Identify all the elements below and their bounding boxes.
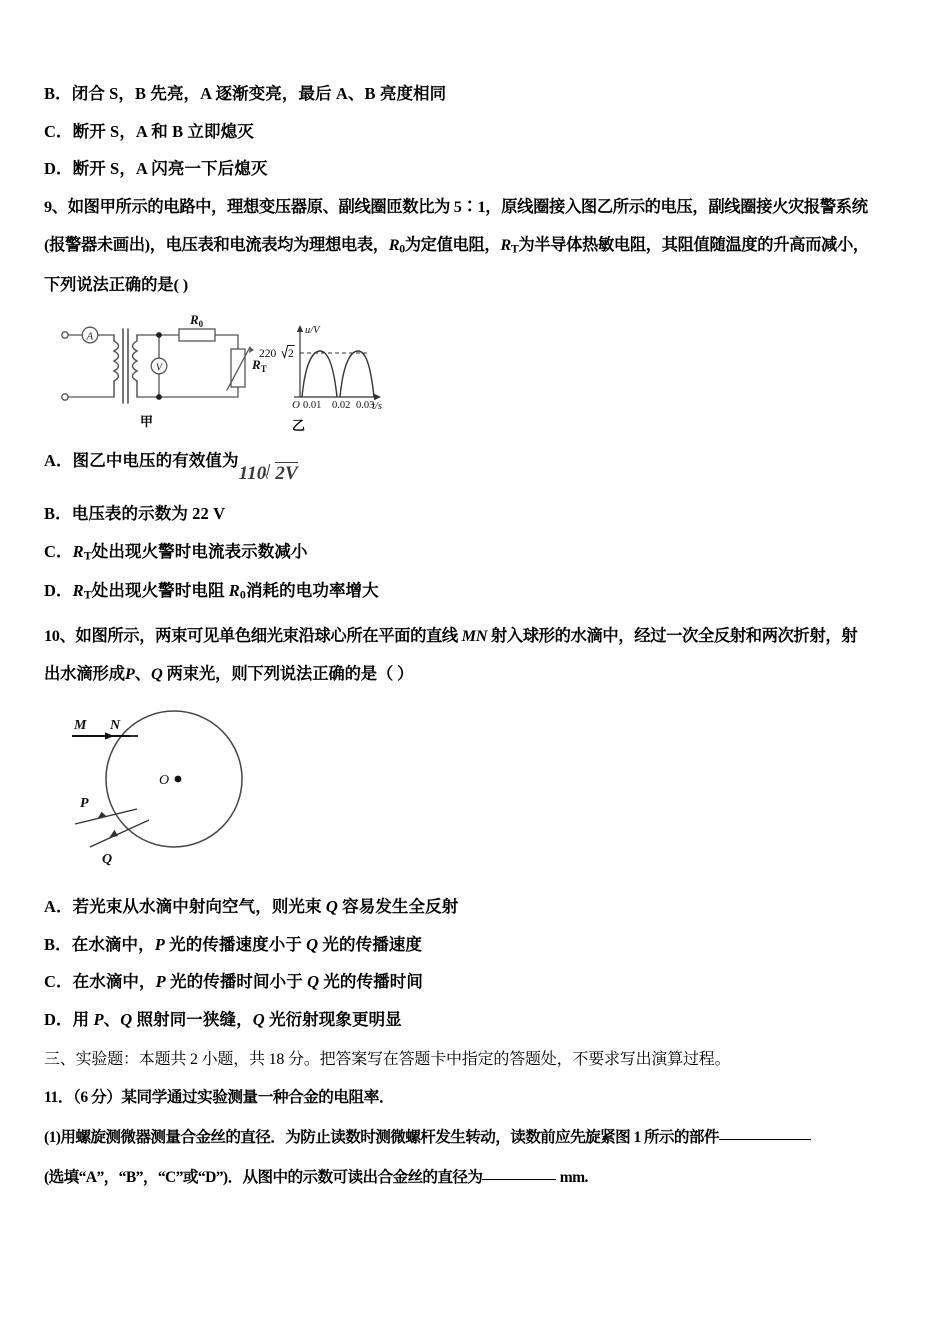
ammeter-label: A bbox=[86, 331, 94, 343]
water-droplet-svg bbox=[52, 704, 282, 879]
option-row bbox=[44, 86, 920, 103]
label-m: M bbox=[74, 718, 87, 734]
option-text: 用 bbox=[72, 1009, 94, 1029]
option-text: 消耗的电功率增大 bbox=[245, 581, 379, 601]
option-text: 光的传播时间 bbox=[319, 972, 423, 992]
symbol-q: Q bbox=[306, 934, 319, 954]
symbol-q: Q bbox=[307, 972, 320, 992]
option-row bbox=[44, 1009, 920, 1029]
question-9-stem-line-1: 9、如图甲所示的电路中，理想变压器原、副线圈匝数比为 5∶1，原线圈接入图乙所示的电压，副线圈接火灾报警系统 bbox=[44, 196, 868, 216]
stem-text: 两束光，则下列说法正确的是（ ） bbox=[162, 664, 414, 684]
symbol-rt-subscript: T bbox=[83, 548, 92, 563]
peak-value-radical bbox=[282, 346, 295, 361]
option-label: C． bbox=[44, 972, 73, 992]
formula-coefficient: 110 bbox=[238, 463, 267, 485]
option-text: 光的传播时间小于 bbox=[165, 972, 308, 992]
option-label: C． bbox=[44, 121, 73, 141]
symbol-rt: R bbox=[500, 234, 511, 254]
stem-text: 10、如图所示，两束可见单色细光束沿球心所在平面的直线 bbox=[44, 625, 462, 645]
option-row bbox=[44, 974, 920, 991]
incident-ray-arrowhead bbox=[105, 733, 114, 740]
option-text: 断开 S，A 和 B 立即熄灭 bbox=[72, 121, 254, 141]
option-label: B． bbox=[44, 84, 72, 103]
voltmeter-label: V bbox=[155, 362, 163, 374]
option-text: 图乙中电压的有效值为 bbox=[72, 451, 239, 471]
question-9-stem-line-3: 下列说法正确的是( ) bbox=[44, 275, 189, 295]
question-9-figure bbox=[56, 315, 386, 434]
symbol-rt: R bbox=[72, 581, 84, 601]
question-11-part-1-line-2 bbox=[44, 1170, 920, 1186]
symbol-p: P bbox=[93, 1009, 104, 1029]
stem-text: 、 bbox=[134, 664, 151, 684]
stem-text: (1)用螺旋测微器测量合金丝的直径．为防止读数时测微螺杆发生转动，读数前应先旋紧图 1 所示的部件 bbox=[44, 1129, 719, 1147]
x-axis-arrowhead bbox=[374, 394, 381, 400]
x-tick-003: 0.03 bbox=[356, 400, 375, 412]
effective-voltage-formula bbox=[239, 462, 298, 483]
option-row bbox=[44, 121, 920, 141]
symbol-q: Q bbox=[120, 1009, 133, 1029]
option-label: D． bbox=[44, 1009, 73, 1029]
symbol-rt: R bbox=[72, 541, 84, 561]
option-row bbox=[44, 934, 920, 954]
junction-dot bbox=[156, 395, 162, 401]
question-9-stem-line-2 bbox=[44, 234, 920, 256]
symbol-r0-subscript: 0 bbox=[239, 588, 246, 602]
waveform-hump-1 bbox=[302, 351, 337, 397]
thermistor-rt-label: $R_T$ bbox=[252, 357, 267, 375]
origin-label: O bbox=[292, 399, 300, 412]
ray-q-arrowhead bbox=[109, 830, 118, 838]
option-row bbox=[44, 161, 920, 178]
option-text: 断开 S，A 闪亮一下后熄灭 bbox=[72, 159, 268, 178]
option-text: 光的传播速度 bbox=[318, 934, 423, 954]
option-label: B． bbox=[44, 504, 72, 524]
section-3-heading: 三、实验题：本题共 2 小题，共 18 分。把答案写在答题卡中指定的答题处，不要求写出演算过程。 bbox=[44, 1051, 731, 1069]
question-10-stem-line-1 bbox=[44, 625, 920, 645]
stem-text: (报警器未画出)，电压表和电流表均为理想电表， bbox=[44, 234, 389, 254]
x-tick-002: 0.02 bbox=[332, 400, 351, 412]
figure-label-yi: 乙 bbox=[292, 418, 306, 434]
center-point bbox=[175, 776, 182, 783]
resistor-r0-label: $R_0$ bbox=[190, 315, 204, 330]
symbol-q: Q bbox=[252, 1009, 265, 1029]
symbol-mn: MN bbox=[461, 625, 488, 645]
option-text: 电压表的示数为 22 V bbox=[71, 504, 226, 524]
thermistor-body bbox=[231, 349, 245, 387]
label-p: P bbox=[80, 796, 89, 812]
option-text: 容易发生全反射 bbox=[337, 897, 459, 917]
answer-blank[interactable] bbox=[482, 1179, 556, 1180]
symbol-p: P bbox=[155, 972, 166, 992]
option-row bbox=[44, 506, 920, 523]
option-row bbox=[44, 451, 920, 485]
answer-blank[interactable] bbox=[719, 1139, 811, 1140]
question-11-part-1-line-1 bbox=[44, 1130, 920, 1146]
stem-text: 出水滴形成 bbox=[44, 664, 125, 684]
option-label: A． bbox=[44, 897, 73, 917]
question-10-figure bbox=[52, 704, 282, 879]
option-text: 光的传播速度小于 bbox=[164, 934, 307, 954]
symbol-r0: R bbox=[228, 581, 240, 601]
droplet-circle bbox=[106, 711, 242, 847]
question-11-stem: 11．（6 分）某同学通过实验测量一种合金的电阻率． bbox=[44, 1089, 394, 1107]
question-10-stem-line-2 bbox=[44, 666, 920, 682]
option-label: C． bbox=[44, 541, 73, 561]
option-row bbox=[44, 541, 920, 563]
option-text: 处出现火警时电阻 bbox=[91, 581, 229, 601]
junction-dot bbox=[156, 333, 162, 339]
option-text: 在水滴中， bbox=[72, 972, 156, 992]
circuit-and-waveform-svg bbox=[56, 315, 386, 427]
stem-text: 为半导体热敏电阻，其阻值随温度的升高而减小， bbox=[518, 234, 869, 254]
option-text: 照射同一狭缝， bbox=[132, 1009, 253, 1029]
figure-label-jia: 甲 bbox=[140, 414, 154, 430]
option-label: D． bbox=[44, 581, 73, 601]
x-tick-001: 0.01 bbox=[303, 400, 322, 412]
option-row bbox=[44, 899, 920, 916]
y-axis-arrowhead bbox=[297, 325, 303, 332]
svg-text:2: 2 bbox=[288, 348, 294, 361]
peak-value-label: 220 bbox=[259, 348, 277, 361]
stem-text: (选填“A”，“B”，“C”或“D”)．从图中的示数可读出合金丝的直径为 bbox=[44, 1168, 483, 1186]
symbol-p: P bbox=[124, 664, 135, 684]
symbol-q: Q bbox=[325, 897, 338, 917]
page-content bbox=[44, 86, 920, 1209]
symbol-q: Q bbox=[150, 664, 163, 684]
label-o: O bbox=[159, 773, 170, 789]
option-text: 在水滴中， bbox=[71, 934, 155, 954]
symbol-rt-subscript: T bbox=[510, 242, 519, 256]
resistor-r0-body bbox=[179, 329, 215, 341]
option-label: D． bbox=[44, 159, 73, 178]
label-q: Q bbox=[102, 852, 113, 868]
stem-text: 为定值电阻， bbox=[404, 234, 501, 254]
option-text: 若光束从水滴中射向空气，则光束 bbox=[72, 897, 326, 917]
option-row bbox=[44, 583, 920, 601]
x-axis-label: t/s bbox=[372, 401, 382, 413]
option-label: A． bbox=[44, 451, 73, 471]
y-axis-label: u/V bbox=[305, 325, 320, 337]
unit-text: mm. bbox=[556, 1168, 588, 1186]
terminal-bottom bbox=[62, 394, 68, 400]
formula-radicand: 2V bbox=[275, 463, 298, 485]
stem-text: 射入球形的水滴中，经过一次全反射和两次折射，射 bbox=[487, 625, 858, 645]
symbol-r0-subscript: 0 bbox=[399, 242, 405, 256]
outgoing-ray-q bbox=[90, 820, 149, 847]
option-text: 、 bbox=[103, 1009, 121, 1029]
option-text: 光衍射现象更明显 bbox=[264, 1009, 402, 1029]
symbol-r0: R bbox=[388, 234, 400, 254]
option-text: 闭合 S，B 先亮，A 逐渐变亮，最后 A、B 亮度相同 bbox=[71, 84, 447, 103]
symbol-p: P bbox=[154, 934, 165, 954]
label-n: N bbox=[110, 718, 121, 734]
waveform-hump-2 bbox=[340, 351, 374, 397]
option-text: 处出现火警时电流表示数减小 bbox=[91, 541, 308, 561]
option-label: B． bbox=[44, 934, 72, 954]
symbol-rt-subscript: T bbox=[83, 588, 92, 602]
terminal-top bbox=[62, 332, 68, 338]
